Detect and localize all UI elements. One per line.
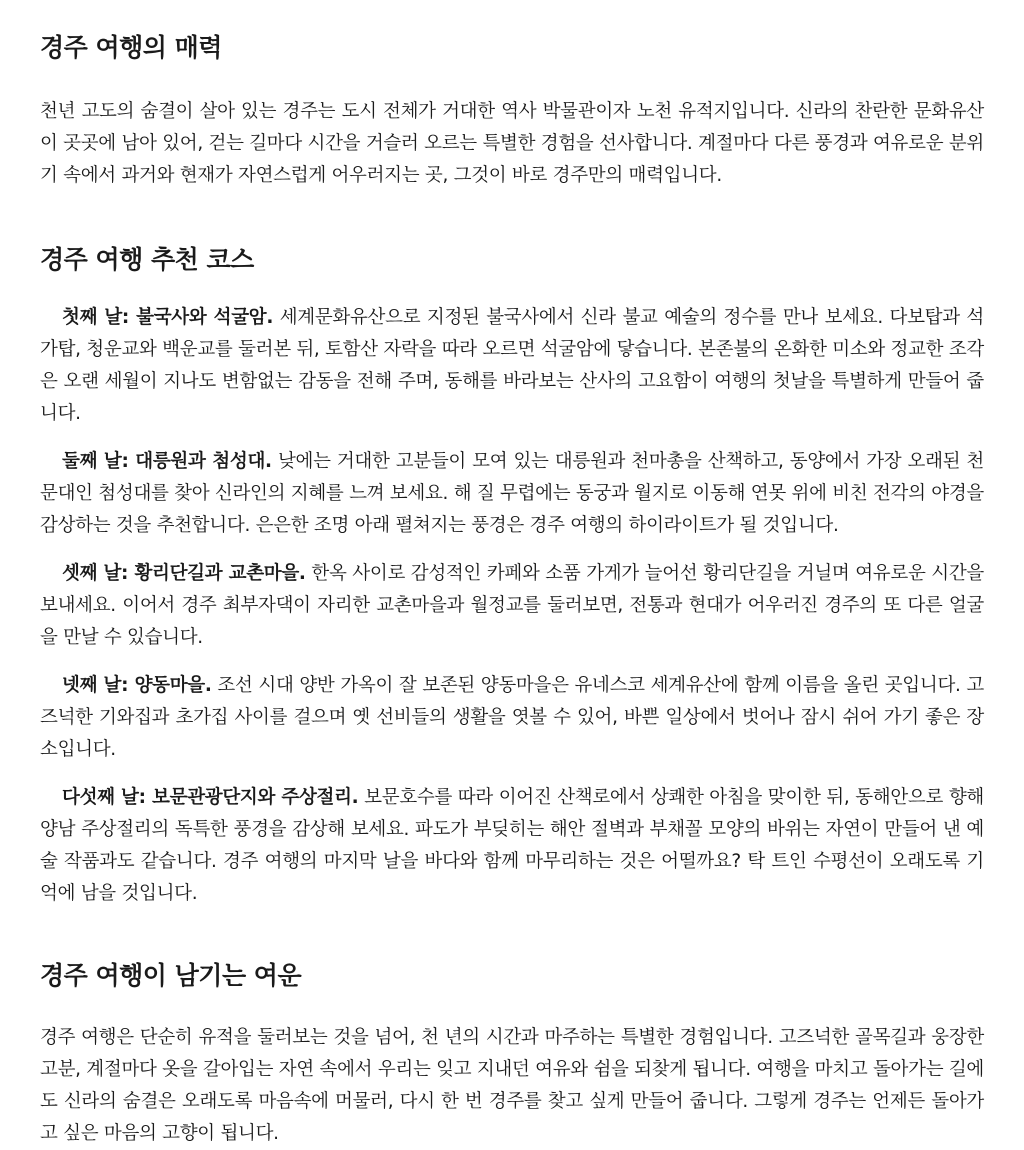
course-item-title: 둘째 날: 대릉원과 첨성대. [62, 451, 272, 472]
section-courses [40, 240, 984, 910]
course-item-title: 첫째 날: 불국사와 석굴암. [62, 307, 274, 328]
memory-paragraph: 경주 여행은 단순히 유적을 둘러보는 것을 넘어, 천 년의 시간과 마주하는 특별한 경험입니다. 고즈넉한 골목길과 웅장한 고분, 계절마다 옷을 갈아입는 자연 속에서 우리는 잊고 지내던 여유와 쉼을 되찾게 됩니다. 여행을 마치고 돌아가는 길에도 신라의 숨결은 오래도록 마음속에 머물러, 다시 한 번 경주를 찾고 싶게 만들어 줍니다. 그렇게 경주는 언제든 돌아가고 싶은 마음의 고향이 됩니다. [40, 1027, 984, 1144]
document [40, 28, 984, 1150]
course-item-text: 세계문화유산으로 지정된 불국사에서 신라 불교 예술의 정수를 만나 보세요. 다보탑과 석가탑, 청운교와 백운교를 둘러본 뒤, 토함산 자락을 따라 오르면 석굴암에 닿습니다. 본존불의 온화한 미소와 정교한 조각은 오랜 세월이 지나도 변함없는 감동을 전해 주며, 동해를 바라보는 산사의 고요함이 여행의 첫날을 특별하게 만들어 줍니다. [40, 307, 984, 424]
course-item-text: 한옥 사이로 감성적인 카페와 소품 가게가 늘어선 황리단길을 거닐며 여유로운 시간을 보내세요. 이어서 경주 최부자댁이 자리한 교촌마을과 월정교를 둘러보면, 전통과 현대가 어우러진 경주의 또 다른 얼굴을 만날 수 있습니다. [40, 563, 984, 648]
course-item-day5 [40, 782, 984, 910]
course-item-day1 [40, 302, 984, 430]
course-item-day4 [40, 670, 984, 766]
course-item-text: 낮에는 거대한 고분들이 모여 있는 대릉원과 천마총을 산책하고, 동양에서 가장 오래된 천문대인 첨성대를 찾아 신라인의 지혜를 느껴 보세요. 해 질 무렵에는 동궁과 월지로 이동해 연못 위에 비친 전각의 야경을 감상하는 것을 추천합니다. 은은한 조명 아래 펼쳐지는 풍경은 경주 여행의 하이라이트가 될 것입니다. [40, 451, 984, 536]
course-item-title: 다섯째 날: 보문관광단지와 주상절리. [62, 787, 359, 808]
section-memory [40, 956, 984, 1150]
section-heading-courses: 경주 여행 추천 코스 [40, 245, 254, 274]
course-item-text: 보문호수를 따라 이어진 산책로에서 상쾌한 아침을 맞이한 뒤, 동해안으로 향해 양남 주상절리의 독특한 풍경을 감상해 보세요. 파도가 부딪히는 해안 절벽과 부채꼴 모양의 바위는 자연이 만들어 낸 예술 작품과도 같습니다. 경주 여행의 마지막 날을 바다와 함께 마무리하는 것은 어떨까요? 탁 트인 수평선이 오래도록 기억에 남을 것입니다. [40, 787, 984, 904]
course-item-text: 조선 시대 양반 가옥이 잘 보존된 양동마을은 유네스코 세계유산에 함께 이름을 올린 곳입니다. 고즈넉한 기와집과 초가집 사이를 걸으며 옛 선비들의 생활을 엿볼 수 있어, 바쁜 일상에서 벗어나 잠시 쉬어 가기 좋은 장소입니다. [40, 675, 984, 760]
section-intro [40, 28, 984, 192]
course-item-title: 넷째 날: 양동마을. [62, 675, 212, 696]
course-item-day3 [40, 558, 984, 654]
intro-paragraph: 천년 고도의 숨결이 살아 있는 경주는 도시 전체가 거대한 역사 박물관이자 노천 유적지입니다. 신라의 찬란한 문화유산이 곳곳에 남아 있어, 걷는 길마다 시간을 거슬러 오르는 특별한 경험을 선사합니다. 계절마다 다른 풍경과 여유로운 분위기 속에서 과거와 현재가 자연스럽게 어우러지는 곳, 그것이 바로 경주만의 매력입니다. [40, 101, 984, 186]
section-heading-intro: 경주 여행의 매력 [40, 33, 222, 62]
course-item-day2 [40, 446, 984, 542]
section-heading-memory: 경주 여행이 남기는 여운 [40, 961, 302, 990]
course-list [40, 302, 984, 910]
course-item-title: 셋째 날: 황리단길과 교촌마을. [62, 563, 306, 584]
